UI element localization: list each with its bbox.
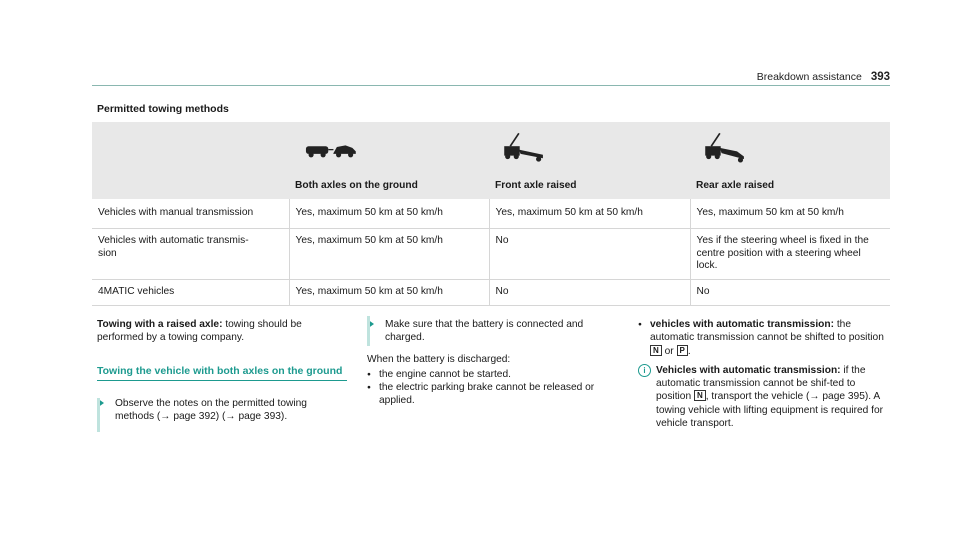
table-header-blank [92, 122, 289, 199]
table-cell: Vehicles with manual transmission [92, 199, 289, 228]
table-cell: Yes if the steering wheel is fixed in the centre position with a steering wheel lock. [690, 228, 890, 279]
column-2 [367, 318, 617, 408]
info-note [638, 364, 890, 430]
bullet-end: . [687, 345, 691, 357]
list-item: ● the engine cannot be started. [367, 368, 617, 381]
table-header-cell [289, 122, 489, 199]
table-row [92, 228, 890, 279]
bullet-or: or [661, 345, 677, 357]
info-text-b: , transport the vehicle (→ page 395). A towing vehicle with lifting equipment is required for vehicle transport. [656, 391, 884, 429]
raised-axle-label: Towing with a raised axle: [97, 319, 223, 330]
subheading-block [97, 365, 347, 382]
bullet-bold: vehicles with automatic transmission: [650, 319, 834, 330]
list-item: ● the electric parking brake cannot be released or applied. [367, 381, 617, 408]
header-rear-raised: Rear axle raised [696, 180, 775, 192]
step-battery [367, 318, 617, 345]
page-title: Permitted towing methods [97, 103, 229, 115]
page-number: 393 [870, 71, 890, 83]
table-row [92, 199, 890, 228]
subheading-both-axles: Towing the vehicle with both axles on the ground [97, 364, 343, 377]
tow-truck-front-raised-icon [498, 129, 550, 170]
info-text-a: if the automatic transmission cannot be shif-ted to position [656, 364, 866, 403]
info-icon: i [638, 364, 651, 377]
table-cell: Yes, maximum 50 km at 50 km/h [289, 228, 489, 279]
header-rule [92, 85, 890, 86]
header-front-raised: Front axle raised [495, 180, 577, 192]
subheading-rule [97, 380, 347, 381]
step-bar [367, 316, 370, 346]
column-1 [97, 318, 347, 424]
step-bar [97, 398, 100, 432]
list-item [638, 318, 890, 358]
step-observe-notes [97, 397, 347, 424]
header-right [757, 71, 890, 83]
info-bold: Vehicles with automatic transmission: [656, 364, 841, 376]
column-3 [638, 318, 890, 430]
table-header-cell [489, 122, 690, 199]
table-row [92, 280, 890, 306]
gear-n-key: N [650, 345, 662, 356]
gear-p-key: P [677, 345, 688, 356]
bullet-text-a: the automatic transmission cannot be shifted to position [650, 319, 884, 344]
section-name: Breakdown assistance [756, 71, 862, 83]
table-cell: Yes, maximum 50 km at 50 km/h [489, 199, 690, 228]
step-text: Observe the notes on the permitted towing methods (→ page 392) (→ page 393). [115, 398, 307, 423]
gear-n-key: N [694, 390, 706, 401]
car-towed-flat-icon [298, 129, 362, 170]
step-text: Make sure that the battery is connected and charged. [385, 319, 584, 344]
when-text: When the battery is discharged: [367, 353, 511, 365]
table-cell: No [489, 228, 690, 279]
raised-axle-text: towing should be performed by a towing company. [97, 319, 302, 344]
tow-truck-rear-raised-icon [699, 129, 751, 170]
table-cell: No [690, 280, 890, 306]
towing-methods-table [92, 122, 890, 306]
table-header-row [92, 122, 890, 199]
table-cell: No [489, 280, 690, 306]
header-both-axles: Both axles on the ground [295, 180, 418, 192]
table-cell: Yes, maximum 50 km at 50 km/h [690, 199, 890, 228]
table-cell: Yes, maximum 50 km at 50 km/h [289, 280, 489, 306]
table-cell: Vehicles with automatic transmis- sion [92, 228, 289, 279]
raised-axle-paragraph [97, 318, 347, 345]
table-header-cell [690, 122, 890, 199]
table-cell: 4MATIC vehicles [92, 280, 289, 306]
table-cell: Yes, maximum 50 km at 50 km/h [289, 199, 489, 228]
